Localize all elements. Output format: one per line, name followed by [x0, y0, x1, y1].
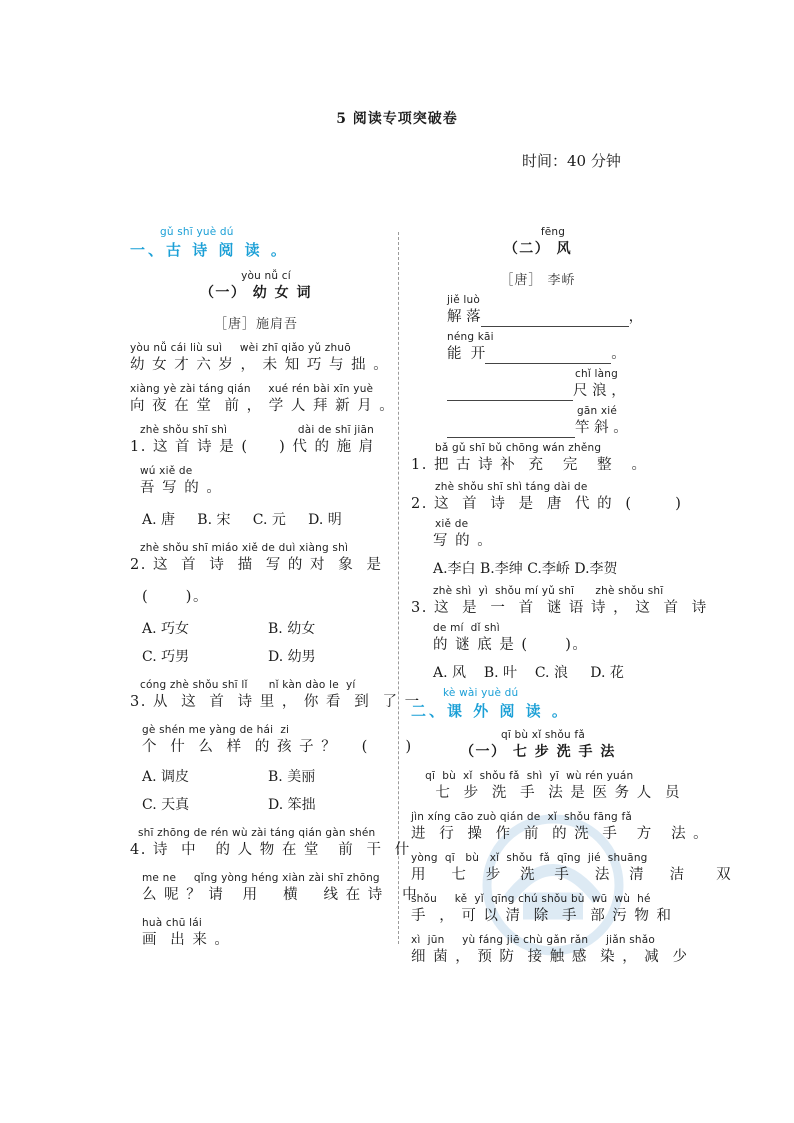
poem2-author: ［唐］ 李峤: [500, 273, 576, 288]
poem2-title: （二） 风: [503, 241, 573, 257]
question-2: zhè shǒu shī miáo xiě de duì xiàng shì 2. 这 首 诗 描 写 的 对 象 是 ( )。 A. 巧女 B. 幼女 C. 巧男 D. 幼男: [130, 542, 383, 665]
poem1-author: ［唐］施肩吾: [213, 317, 298, 332]
option[interactable]: A.李白: [433, 561, 476, 577]
option[interactable]: C. 巧男: [142, 649, 190, 665]
option[interactable]: C. 天真: [142, 797, 190, 813]
right-column: [411, 226, 733, 967]
section1-heading: 一、古 诗 阅 读 。: [130, 241, 289, 259]
column-divider: [398, 232, 399, 944]
option[interactable]: B. 叶: [483, 665, 518, 681]
page-title: 5 阅读专项突破卷: [336, 111, 458, 127]
poem2-title-pinyin: fēng: [540, 226, 566, 238]
option[interactable]: D. 幼男: [268, 649, 316, 665]
option[interactable]: B.李绅: [480, 561, 523, 577]
question-2: zhè shǒu shī shì táng dài de 2. 这 首 诗 是 唐 代 的 ( ) xiě de 写 的 。 A.李白 B.李绅 C.李峤 D.李贺: [411, 481, 683, 577]
option[interactable]: C. 元: [252, 512, 286, 528]
options-row: [130, 510, 382, 530]
options-row: [130, 767, 382, 787]
section1-pinyin: gǔ shī yuè dú: [160, 226, 234, 238]
option[interactable]: B. 宋: [197, 512, 231, 528]
question-1: bǎ gǔ shī bǔ chōng wán zhěng 1. 把 古 诗 补 充 完 整 。: [411, 442, 648, 473]
poem1-line: yòu nǚ cái liù suì wèi zhī qiǎo yǔ zhuō 幼 女 才 六 岁 ， 未 知 巧 与 拙 。: [130, 342, 390, 373]
section2-heading: 二、课 外 阅 读 。: [411, 702, 570, 720]
question-1: zhè shǒu shī shì dài de shī jiān 1. 这 首 诗 是 ( ) 代 的 施 肩 wú xiě de 吾 写 的 。 A. 唐 B. 宋 C. 元 D. 明: [130, 424, 382, 530]
article-line: xì jūn yù fáng jiē chù gǎn rǎn jiǎn shǎo 细 菌 ， 预 防 接 触 感 染 ， 减 少: [411, 934, 689, 965]
options-row: [130, 619, 382, 639]
left-column: [130, 226, 421, 950]
option[interactable]: D. 明: [308, 512, 342, 528]
option[interactable]: A. 风: [433, 665, 467, 681]
option[interactable]: D. 花: [590, 665, 624, 681]
article-line: jìn xíng cāo zuò qián de xǐ shǒu fāng fǎ 进 行 操 作 前 的 洗 手 方 法 。: [411, 811, 710, 842]
option[interactable]: B. 美丽: [268, 769, 316, 785]
option[interactable]: C.李峤: [527, 561, 570, 577]
section2-pinyin: kè wài yuè dú: [443, 687, 519, 699]
poem2-line: gān xié 竿 斜 。: [411, 405, 665, 438]
answer-blank[interactable]: [481, 312, 629, 327]
answer-blank[interactable]: [485, 349, 611, 364]
option[interactable]: C. 浪: [534, 665, 568, 681]
poem1-line: xiàng yè zài táng qián xué rén bài xīn yuè 向 夜 在 堂 前 ， 学 人 拜 新 月 。: [130, 383, 396, 414]
question-3: zhè shì yì shǒu mí yǔ shī zhè shǒu shī 3. 这 是 一 首 谜 语 诗 ， 这 首 诗 de mí dǐ shì 的 谜 底 是 ( )。 A. 风 B. 叶 C. 浪 D. 花: [411, 585, 708, 681]
options-row: [411, 663, 665, 683]
answer-blank[interactable]: [447, 386, 573, 401]
poem2-line: néng kāi 能 开 。: [447, 331, 626, 362]
options-row: [411, 559, 665, 579]
article-title: （一） 七 步 洗 手 法: [460, 744, 616, 760]
answer-blank[interactable]: [447, 423, 575, 438]
article-line: qī bù xǐ shǒu fǎ shì yī wù rén yuán 七 步 洗 手 法 是 医 务 人 员: [411, 770, 681, 801]
options-row: [130, 795, 382, 815]
options-row: [130, 647, 382, 667]
option[interactable]: D. 笨拙: [268, 797, 316, 813]
poem1-title: （一） 幼 女 词: [199, 285, 313, 301]
question-3: cóng zhè shǒu shī lǐ nǐ kàn dào le yí 3. 从 这 首 诗 里 ， 你 看 到 了 一 gè shén me yàng de hái zi 个 什 么 样 的 孩 子 ？ ( ) A. 调皮 B. 美丽 C. 天真 D. 笨拙: [130, 679, 421, 813]
poem2-line: chǐ làng 尺 浪 ，: [411, 368, 665, 401]
option[interactable]: D.李贺: [574, 561, 618, 577]
article-title-pinyin: qī bù xǐ shǒu fǎ: [501, 729, 585, 741]
option[interactable]: A. 巧女: [142, 621, 190, 637]
option[interactable]: A. 唐: [142, 512, 176, 528]
option[interactable]: A. 调皮: [142, 769, 190, 785]
question-4: shī zhōng de rén wù zài táng qián gàn shén 4. 诗 中 的 人 物 在 堂 前 干 什 me ne qǐng yòng héng xiàn zài shī zhōng 么 呢 ？ 请 用 横 线 在 诗 中 huà chū lái 画 出 来 。: [130, 827, 419, 948]
article-line: yòng qī bù xǐ shǒu fǎ qīng jié shuāng 用 七 步 洗 手 法 清 洁 双: [411, 852, 733, 883]
time-limit: 时间：40 分钟: [522, 152, 621, 170]
poem1-title-pinyin: yòu nǚ cí: [241, 270, 291, 282]
article-line: shǒu kě yǐ qīng chú shǒu bù wū wù hé 手 ， 可 以 清 除 手 部 污 物 和: [411, 893, 673, 924]
poem2-line: jiě luò 解 落 ，: [447, 294, 644, 325]
option[interactable]: B. 幼女: [268, 621, 316, 637]
